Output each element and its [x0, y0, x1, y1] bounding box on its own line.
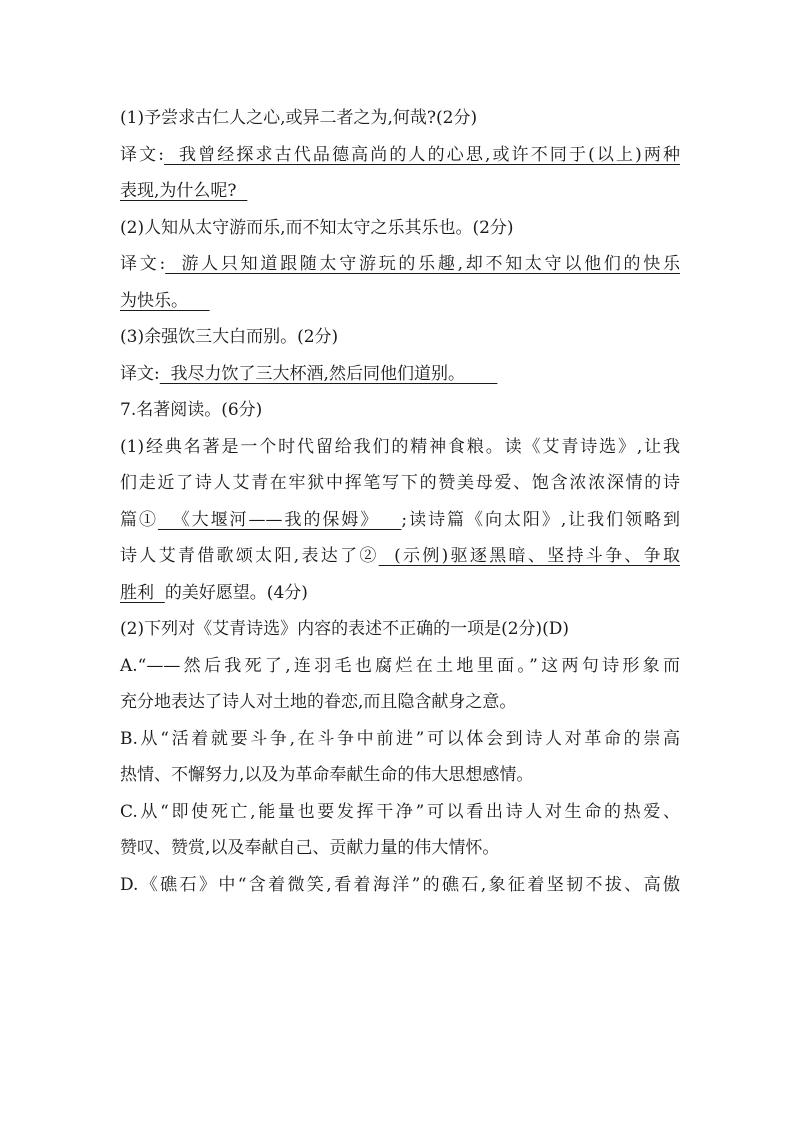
document-body	[120, 100, 680, 903]
translation-answer: 游人只知道跟随太守游玩的乐趣,却不知太守以他们的快乐	[165, 254, 680, 274]
option-b-line1: B.从“活着就要斗争,在斗争中前进”可以体会到诗人对革命的崇高	[120, 728, 680, 749]
text: 诗人艾青借歌颂太阳,表达了②	[120, 546, 379, 566]
translation-prefix: 译文:	[120, 363, 160, 384]
q6-2-translation-line1	[120, 246, 680, 283]
q6-3-question: (3)余强饮三大白而别。(2分)	[120, 327, 339, 347]
text: 篇①	[120, 509, 158, 530]
q6-1-question: (1)予尝求古仁人之心,或异二者之为,何哉?(2分)	[120, 108, 478, 128]
q7-1-line1: (1)经典名著是一个时代留给我们的精神食粮。读《艾青诗选》,让我	[120, 436, 680, 457]
q6-1-translation-line2	[120, 173, 680, 210]
translation-answer: 我曾经探求古代品德高尚的人的心思,或许不同于(以上)两种	[163, 144, 680, 165]
answer-blank-2: (示例)驱逐黑暗、坚持斗争、争取	[378, 546, 680, 566]
q7-1-line2: 们走近了诗人艾青在牢狱中挥笔写下的赞美母爱、饱含浓浓深情的诗	[120, 473, 680, 493]
translation-answer: 我尽力饮了三大杯酒,然后同他们道别。	[159, 363, 498, 384]
text: ;读诗篇《向太阳》,让我们领略到	[401, 509, 681, 530]
option-c-line1: C.从“即使死亡,能量也要发挥干净”可以看出诗人对生命的热爱、	[120, 801, 680, 822]
option-a-line1: A.“——然后我死了,连羽毛也腐烂在土地里面。”这两句诗形象而	[120, 655, 680, 676]
q6-2-translation-line2	[120, 283, 680, 320]
translation-answer: 为快乐。	[120, 290, 210, 311]
option-d-line1: D.《礁石》中“含着微笑,看着海洋”的礁石,象征着坚韧不拔、高傲	[120, 874, 680, 895]
q6-3-translation	[120, 356, 680, 393]
answer-blank-2-cont: 胜利	[120, 582, 165, 603]
q6-1-translation-line1	[120, 137, 680, 174]
q6-2-question: (2)人知从太守游而乐,而不知太守之乐其乐也。(2分)	[120, 217, 514, 238]
q7-2-question: (2)下列对《艾青诗选》内容的表述不正确的一项是(2分)(D)	[120, 619, 570, 639]
text: 的美好愿望。(4分)	[164, 582, 308, 603]
q7-1-line4	[120, 538, 680, 575]
option-b-line2: 热情、不懈努力,以及为革命奉献生命的伟大思想感情。	[120, 765, 534, 785]
q7-1-line5	[120, 575, 680, 612]
option-c-line2: 赞叹、赞赏,以及奉献自己、贡献力量的伟大情怀。	[120, 838, 500, 858]
option-a-line2: 充分地表达了诗人对土地的眷恋,而且隐含献身之意。	[120, 692, 517, 712]
answer-blank-1: 《大堰河——我的保姆》	[157, 509, 402, 530]
translation-prefix: 译文:	[120, 254, 166, 274]
q7-1-line3	[120, 502, 680, 539]
q7-title: 7.名著阅读。(6分)	[120, 400, 263, 420]
translation-answer: 表现,为什么呢?	[120, 181, 248, 201]
translation-prefix: 译文:	[120, 144, 164, 165]
